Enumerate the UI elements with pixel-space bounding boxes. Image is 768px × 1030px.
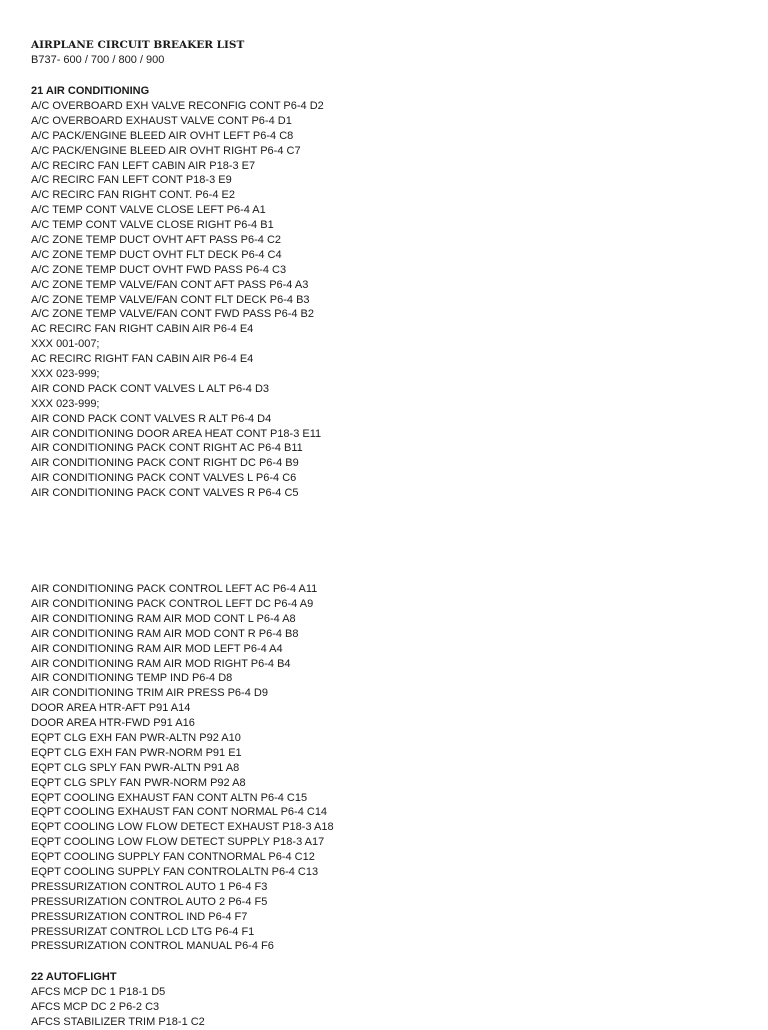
breaker-entry: A/C RECIRC FAN LEFT CONT P18-3 E9 [31, 174, 232, 187]
breaker-entry: A/C PACK/ENGINE BLEED AIR OVHT LEFT P6-4 C8 [31, 129, 294, 142]
breaker-entry: AIR CONDITIONING PACK CONT VALVES R P6-4 C5 [31, 487, 299, 500]
breaker-entry: A/C RECIRC FAN LEFT CABIN AIR P18-3 E7 [31, 159, 256, 172]
breaker-entry: EQPT COOLING LOW FLOW DETECT SUPPLY P18-3 A17 [31, 836, 325, 849]
breaker-entry: EQPT CLG EXH FAN PWR-ALTN P92 A10 [31, 731, 241, 744]
breaker-entry: EQPT COOLING EXHAUST FAN CONT ALTN P6-4 C15 [31, 791, 308, 804]
breaker-entry: AIR CONDITIONING PACK CONT VALVES L P6-4 C6 [31, 472, 297, 485]
breaker-entry: A/C TEMP CONT VALVE CLOSE RIGHT P6-4 B1 [31, 219, 274, 232]
breaker-entry: AFCS STABILIZER TRIM P18-1 C2 [31, 1016, 205, 1029]
breaker-list-air-conditioning-part2 [31, 582, 731, 954]
breaker-entry: EQPT CLG SPLY FAN PWR-NORM P92 A8 [31, 776, 246, 789]
breaker-entry: A/C ZONE TEMP DUCT OVHT AFT PASS P6-4 C2 [31, 234, 282, 247]
breaker-entry: A/C ZONE TEMP VALVE/FAN CONT AFT PASS P6-4 A3 [31, 278, 309, 291]
breaker-entry: EQPT CLG EXH FAN PWR-NORM P91 E1 [31, 746, 242, 759]
breaker-entry: PRESSURIZATION CONTROL AUTO 1 P6-4 F3 [31, 880, 268, 893]
breaker-entry: AIR CONDITIONING PACK CONTROL LEFT AC P6-4 A11 [31, 583, 318, 596]
breaker-entry: A/C TEMP CONT VALVE CLOSE LEFT P6-4 A1 [31, 204, 266, 217]
breaker-entry: AIR CONDITIONING RAM AIR MOD RIGHT P6-4 B4 [31, 657, 291, 670]
breaker-entry: XXX 023-999; [31, 368, 100, 381]
section-heading-air-conditioning: 21 AIR CONDITIONING [31, 85, 150, 97]
section-heading-autoflight: 22 AUTOFLIGHT [31, 971, 117, 984]
breaker-entry: AIR CONDITIONING PACK CONT RIGHT DC P6-4 B9 [31, 457, 299, 470]
breaker-entry: DOOR AREA HTR-AFT P91 A14 [31, 702, 191, 715]
breaker-list-autoflight [31, 985, 731, 1030]
breaker-entry: PRESSURIZAT CONTROL LCD LTG P6-4 F1 [31, 925, 255, 938]
breaker-entry: AIR CONDITIONING RAM AIR MOD CONT R P6-4 B8 [31, 627, 299, 640]
breaker-entry: A/C ZONE TEMP DUCT OVHT FLT DECK P6-4 C4 [31, 248, 282, 261]
spacer [31, 68, 731, 84]
breaker-entry: AFCS MCP DC 2 P6-2 C3 [31, 1001, 160, 1014]
breaker-entry: A/C OVERBOARD EXHAUST VALVE CONT P6-4 D1 [31, 114, 292, 127]
breaker-entry: EQPT COOLING LOW FLOW DETECT EXHAUST P18-3 A18 [31, 821, 334, 834]
breaker-entry: AIR COND PACK CONT VALVES L ALT P6-4 D3 [31, 382, 270, 395]
breaker-entry: A/C PACK/ENGINE BLEED AIR OVHT RIGHT P6-4 C7 [31, 144, 301, 157]
breaker-entry: AC RECIRC RIGHT FAN CABIN AIR P6-4 E4 [31, 353, 254, 366]
breaker-entry: PRESSURIZATION CONTROL AUTO 2 P6-4 F5 [31, 895, 268, 908]
breaker-entry: AIR CONDITIONING DOOR AREA HEAT CONT P18-3 E11 [31, 427, 322, 440]
breaker-entry: EQPT CLG SPLY FAN PWR-ALTN P91 A8 [31, 761, 240, 774]
breaker-entry: DOOR AREA HTR-FWD P91 A16 [31, 717, 195, 730]
breaker-entry: AIR CONDITIONING RAM AIR MOD LEFT P6-4 A4 [31, 642, 283, 655]
breaker-entry: A/C ZONE TEMP VALVE/FAN CONT FWD PASS P6-4 B2 [31, 308, 315, 321]
breaker-entry: PRESSURIZATION CONTROL MANUAL P6-4 F6 [31, 940, 274, 953]
breaker-entry: PRESSURIZATION CONTROL IND P6-4 F7 [31, 910, 248, 923]
breaker-entry: XXX 023-999; [31, 397, 100, 410]
page-gap [31, 501, 731, 582]
breaker-entry: AIR CONDITIONING TEMP IND P6-4 D8 [31, 672, 233, 685]
breaker-entry: AIR CONDITIONING TRIM AIR PRESS P6-4 D9 [31, 687, 268, 700]
breaker-entry: AIR COND PACK CONT VALVES R ALT P6-4 D4 [31, 412, 272, 425]
document-title: AIRPLANE CIRCUIT BREAKER LIST [31, 39, 245, 51]
breaker-entry: A/C RECIRC FAN RIGHT CONT. P6-4 E2 [31, 189, 235, 202]
breaker-entry: A/C ZONE TEMP VALVE/FAN CONT FLT DECK P6-4 B3 [31, 293, 310, 306]
breaker-entry: AIR CONDITIONING PACK CONTROL LEFT DC P6-4 A9 [31, 597, 314, 610]
breaker-entry: EQPT COOLING SUPPLY FAN CONTNORMAL P6-4 C12 [31, 851, 315, 864]
breaker-entry: AFCS MCP DC 1 P18-1 D5 [31, 986, 166, 999]
breaker-entry: EQPT COOLING EXHAUST FAN CONT NORMAL P6-4 C14 [31, 806, 328, 819]
breaker-entry: A/C OVERBOARD EXH VALVE RECONFIG CONT P6-4 D2 [31, 100, 324, 112]
breaker-entry: AIR CONDITIONING PACK CONT RIGHT AC P6-4 B11 [31, 442, 303, 455]
breaker-entry: A/C ZONE TEMP DUCT OVHT FWD PASS P6-4 C3 [31, 263, 287, 276]
document-page [31, 38, 731, 1030]
breaker-entry: AIR CONDITIONING RAM AIR MOD CONT L P6-4 A8 [31, 612, 296, 625]
breaker-entry: EQPT COOLING SUPPLY FAN CONTROLALTN P6-4 C13 [31, 865, 319, 878]
document-subtitle: B737- 600 / 700 / 800 / 900 [31, 54, 165, 66]
breaker-entry: AC RECIRC FAN RIGHT CABIN AIR P6-4 E4 [31, 323, 254, 336]
breaker-list-air-conditioning-part1 [31, 99, 731, 501]
breaker-entry: XXX 001-007; [31, 338, 100, 351]
spacer [31, 954, 731, 970]
